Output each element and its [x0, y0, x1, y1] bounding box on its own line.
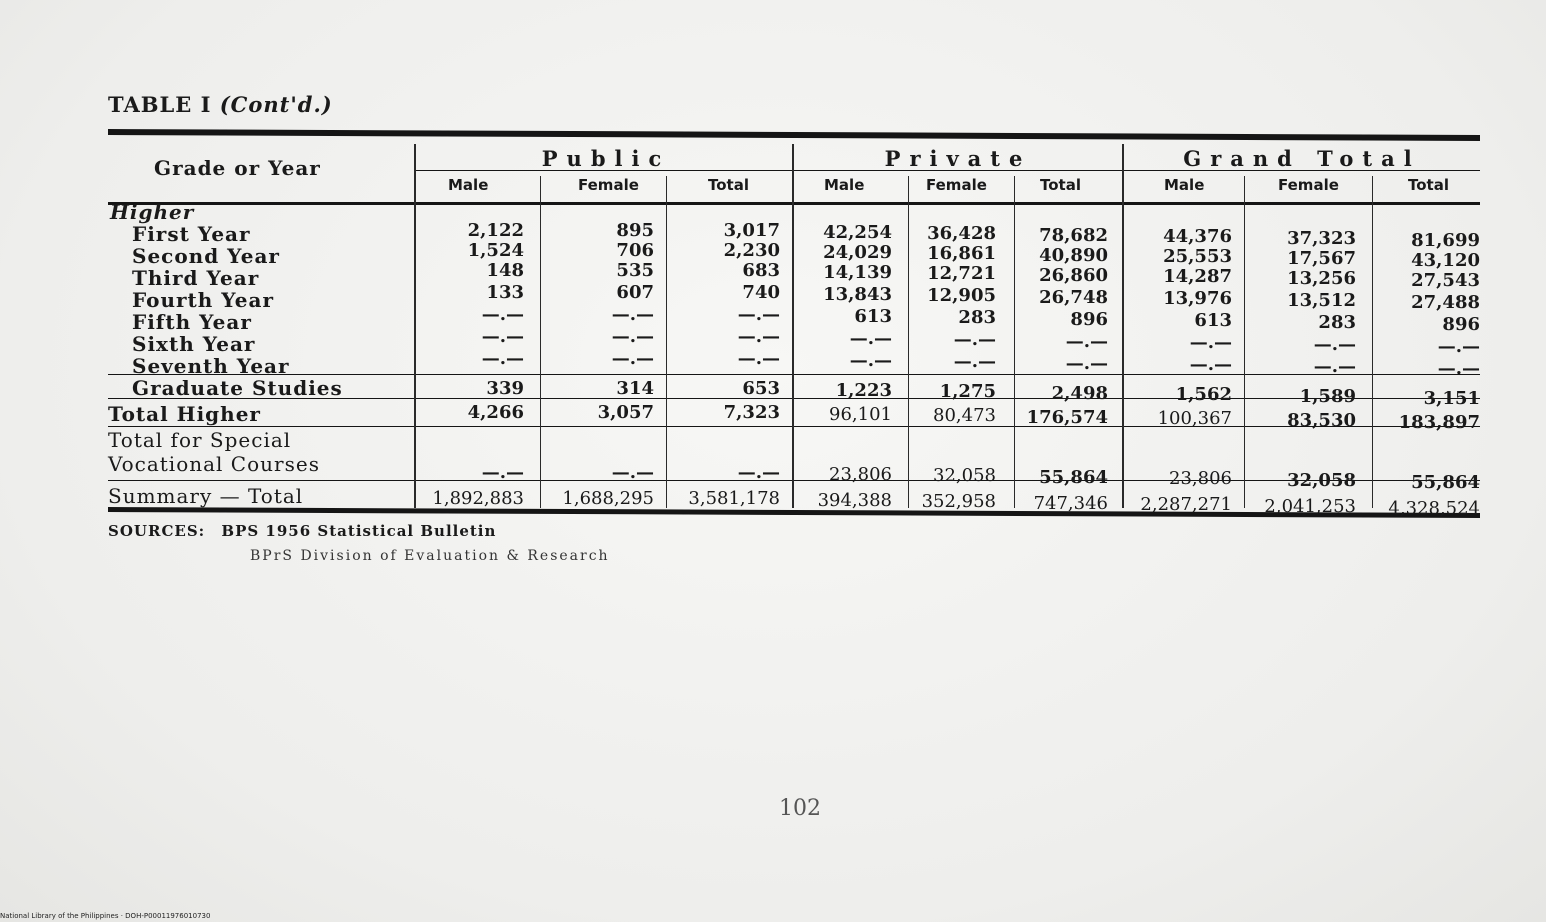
- table-cell: 607: [616, 282, 654, 303]
- table-cell: 747,346: [1033, 493, 1108, 514]
- table-cell: 13,512: [1287, 290, 1356, 311]
- row-label: Graduate Studies: [132, 376, 343, 400]
- table-cell: 16,861: [927, 243, 996, 264]
- column-header: Male: [1164, 176, 1205, 194]
- special-rule: [108, 426, 1480, 427]
- table-cell: 3,017: [723, 220, 780, 241]
- table-cell: —.—: [1065, 353, 1108, 374]
- table-cell: 1,275: [939, 381, 996, 402]
- table-cell: 283: [958, 307, 996, 328]
- table-cell: 42,254: [823, 222, 892, 243]
- table-cell: 23,806: [1169, 468, 1232, 489]
- row-label: Summary — Total: [108, 484, 304, 508]
- row-label: Seventh Year: [132, 354, 290, 378]
- table-cell: 40,890: [1039, 245, 1108, 266]
- table-cell: 7,323: [723, 402, 780, 423]
- table-cell: 100,367: [1157, 408, 1232, 429]
- table-cell: 740: [742, 282, 780, 303]
- table-cell: 12,905: [927, 285, 996, 306]
- table-cell: 183,897: [1398, 412, 1480, 433]
- table-cell: 896: [1442, 314, 1480, 335]
- table-cell: —.—: [611, 304, 654, 325]
- table-cell: 706: [616, 240, 654, 261]
- table-cell: —.—: [849, 328, 892, 349]
- grand-total-divider: [1122, 144, 1124, 508]
- table-cell: 895: [616, 220, 654, 241]
- table-cell: 133: [486, 282, 524, 303]
- table-title-main: TABLE I: [108, 92, 212, 117]
- stub-divider: [414, 144, 416, 508]
- group-header-public: Public: [541, 146, 671, 171]
- table-cell: 80,473: [933, 405, 996, 426]
- table-cell: 314: [616, 378, 654, 399]
- table-cell: 14,139: [823, 262, 892, 283]
- table-cell: 32,058: [1287, 470, 1356, 491]
- table-cell: 43,120: [1411, 250, 1480, 271]
- table-cell: 1,688,295: [562, 488, 654, 509]
- table-cell: 13,256: [1287, 268, 1356, 289]
- table-cell: —.—: [953, 351, 996, 372]
- private-female-divider: [908, 176, 909, 508]
- column-header: Female: [578, 176, 639, 194]
- table-cell: 613: [1194, 310, 1232, 331]
- page-number: 102: [779, 796, 821, 821]
- table-cell: 2,041,253: [1264, 496, 1356, 517]
- table-cell: 176,574: [1026, 407, 1108, 428]
- table-title-continued: (Cont'd.): [219, 92, 333, 117]
- table-cell: 2,498: [1051, 383, 1108, 404]
- public-total-divider: [666, 176, 667, 508]
- row-label: Total Higher: [108, 402, 261, 426]
- sources-note: [108, 522, 496, 540]
- table-cell: 13,976: [1163, 288, 1232, 309]
- stub-header: Grade or Year: [154, 156, 321, 180]
- table-cell: 12,721: [927, 263, 996, 284]
- table-cell: —.—: [1065, 331, 1108, 352]
- table-cell: —.—: [1189, 332, 1232, 353]
- grand-total-total-divider: [1372, 176, 1373, 508]
- table-cell: —.—: [1189, 354, 1232, 375]
- sources-line-1: BPS 1956 Statistical Bulletin: [221, 522, 497, 540]
- table-cell: 3,057: [597, 402, 654, 423]
- column-header: Total: [1040, 176, 1081, 194]
- table-cell: —.—: [611, 326, 654, 347]
- group-header-grand-total: Grand Total: [1183, 146, 1421, 171]
- column-header: Total: [1408, 176, 1449, 194]
- public-female-divider: [540, 176, 541, 508]
- row-label: Total for Special: [108, 428, 292, 452]
- table-cell: 4,328,524: [1388, 498, 1480, 519]
- table-cell: —.—: [953, 329, 996, 350]
- table-cell: 683: [742, 260, 780, 281]
- column-header: Female: [926, 176, 987, 194]
- row-label: Fifth Year: [132, 310, 252, 334]
- table-cell: 26,860: [1039, 265, 1108, 286]
- table-cell: 24,029: [823, 242, 892, 263]
- table-cell: 78,682: [1039, 225, 1108, 246]
- table-cell: 14,287: [1163, 266, 1232, 287]
- table-cell: 1,589: [1299, 386, 1356, 407]
- table-cell: 37,323: [1287, 228, 1356, 249]
- row-label: Sixth Year: [132, 332, 256, 356]
- footer-credit: National Library of the Philippines · DOH-P00011976010730: [0, 912, 211, 920]
- table-cell: 25,553: [1163, 246, 1232, 267]
- table-cell: —.—: [1437, 336, 1480, 357]
- column-header: Female: [1278, 176, 1339, 194]
- table-cell: 32,058: [933, 465, 996, 486]
- table-cell: 1,892,883: [432, 488, 524, 509]
- table-cell: 1,223: [835, 380, 892, 401]
- sources-label: SOURCES:: [108, 522, 206, 540]
- table-cell: —.—: [849, 350, 892, 371]
- table-cell: 83,530: [1287, 410, 1356, 431]
- table-cell: —.—: [737, 304, 780, 325]
- summary-rule: [108, 480, 1480, 481]
- table-cell: 3,151: [1423, 388, 1480, 409]
- table-cell: —.—: [481, 348, 524, 369]
- header-bottom-rule: [108, 202, 1480, 205]
- row-label: First Year: [132, 222, 251, 246]
- table-cell: 4,266: [467, 402, 524, 423]
- table-cell: 36,428: [927, 223, 996, 244]
- row-label: Second Year: [132, 244, 280, 268]
- enrollment-table: [108, 132, 1480, 522]
- private-divider: [792, 144, 794, 508]
- table-cell: 339: [486, 378, 524, 399]
- table-cell: —.—: [737, 462, 780, 483]
- private-total-divider: [1014, 176, 1015, 508]
- column-header: Male: [448, 176, 489, 194]
- table-cell: 27,488: [1411, 292, 1480, 313]
- table-cell: 17,567: [1287, 248, 1356, 269]
- table-cell: 26,748: [1039, 287, 1108, 308]
- table-cell: 352,958: [921, 491, 996, 512]
- table-cell: 283: [1318, 312, 1356, 333]
- table-cell: —.—: [737, 326, 780, 347]
- table-cell: 13,843: [823, 284, 892, 305]
- row-label: Fourth Year: [132, 288, 275, 312]
- sources-line-2: BPrS Division of Evaluation & Research: [250, 548, 610, 564]
- table-cell: 148: [486, 260, 524, 281]
- table-cell: 44,376: [1163, 226, 1232, 247]
- grand-female-divider: [1244, 176, 1245, 508]
- table-cell: 653: [742, 378, 780, 399]
- section-label-higher: Higher: [110, 200, 195, 224]
- row-label-continued: Vocational Courses: [108, 452, 320, 476]
- graduate-rule: [108, 374, 1480, 375]
- table-cell: 81,699: [1411, 230, 1480, 251]
- table-cell: 23,806: [829, 464, 892, 485]
- table-cell: 96,101: [829, 404, 892, 425]
- table-title: [108, 92, 333, 117]
- table-cell: 394,388: [817, 490, 892, 511]
- column-header: Male: [824, 176, 865, 194]
- table-cell: 613: [854, 306, 892, 327]
- table-cell: —.—: [1437, 358, 1480, 379]
- table-cell: 55,864: [1039, 467, 1108, 488]
- table-cell: —.—: [611, 462, 654, 483]
- table-cell: —.—: [481, 326, 524, 347]
- group-header-private: Private: [884, 146, 1032, 171]
- row-label: Third Year: [132, 266, 260, 290]
- table-cell: 1,562: [1175, 384, 1232, 405]
- table-cell: 27,543: [1411, 270, 1480, 291]
- table-cell: —.—: [611, 348, 654, 369]
- table-cell: 55,864: [1411, 472, 1480, 493]
- table-cell: —.—: [481, 462, 524, 483]
- table-cell: —.—: [1313, 356, 1356, 377]
- table-cell: 896: [1070, 309, 1108, 330]
- table-cell: 2,287,271: [1140, 494, 1232, 515]
- table-cell: —.—: [481, 304, 524, 325]
- table-cell: —.—: [1313, 334, 1356, 355]
- table-cell: 2,122: [467, 220, 524, 241]
- column-header: Total: [708, 176, 749, 194]
- table-cell: 2,230: [723, 240, 780, 261]
- table-cell: 3,581,178: [688, 488, 780, 509]
- table-cell: —.—: [737, 348, 780, 369]
- table-cell: 535: [616, 260, 654, 281]
- table-cell: 1,524: [467, 240, 524, 261]
